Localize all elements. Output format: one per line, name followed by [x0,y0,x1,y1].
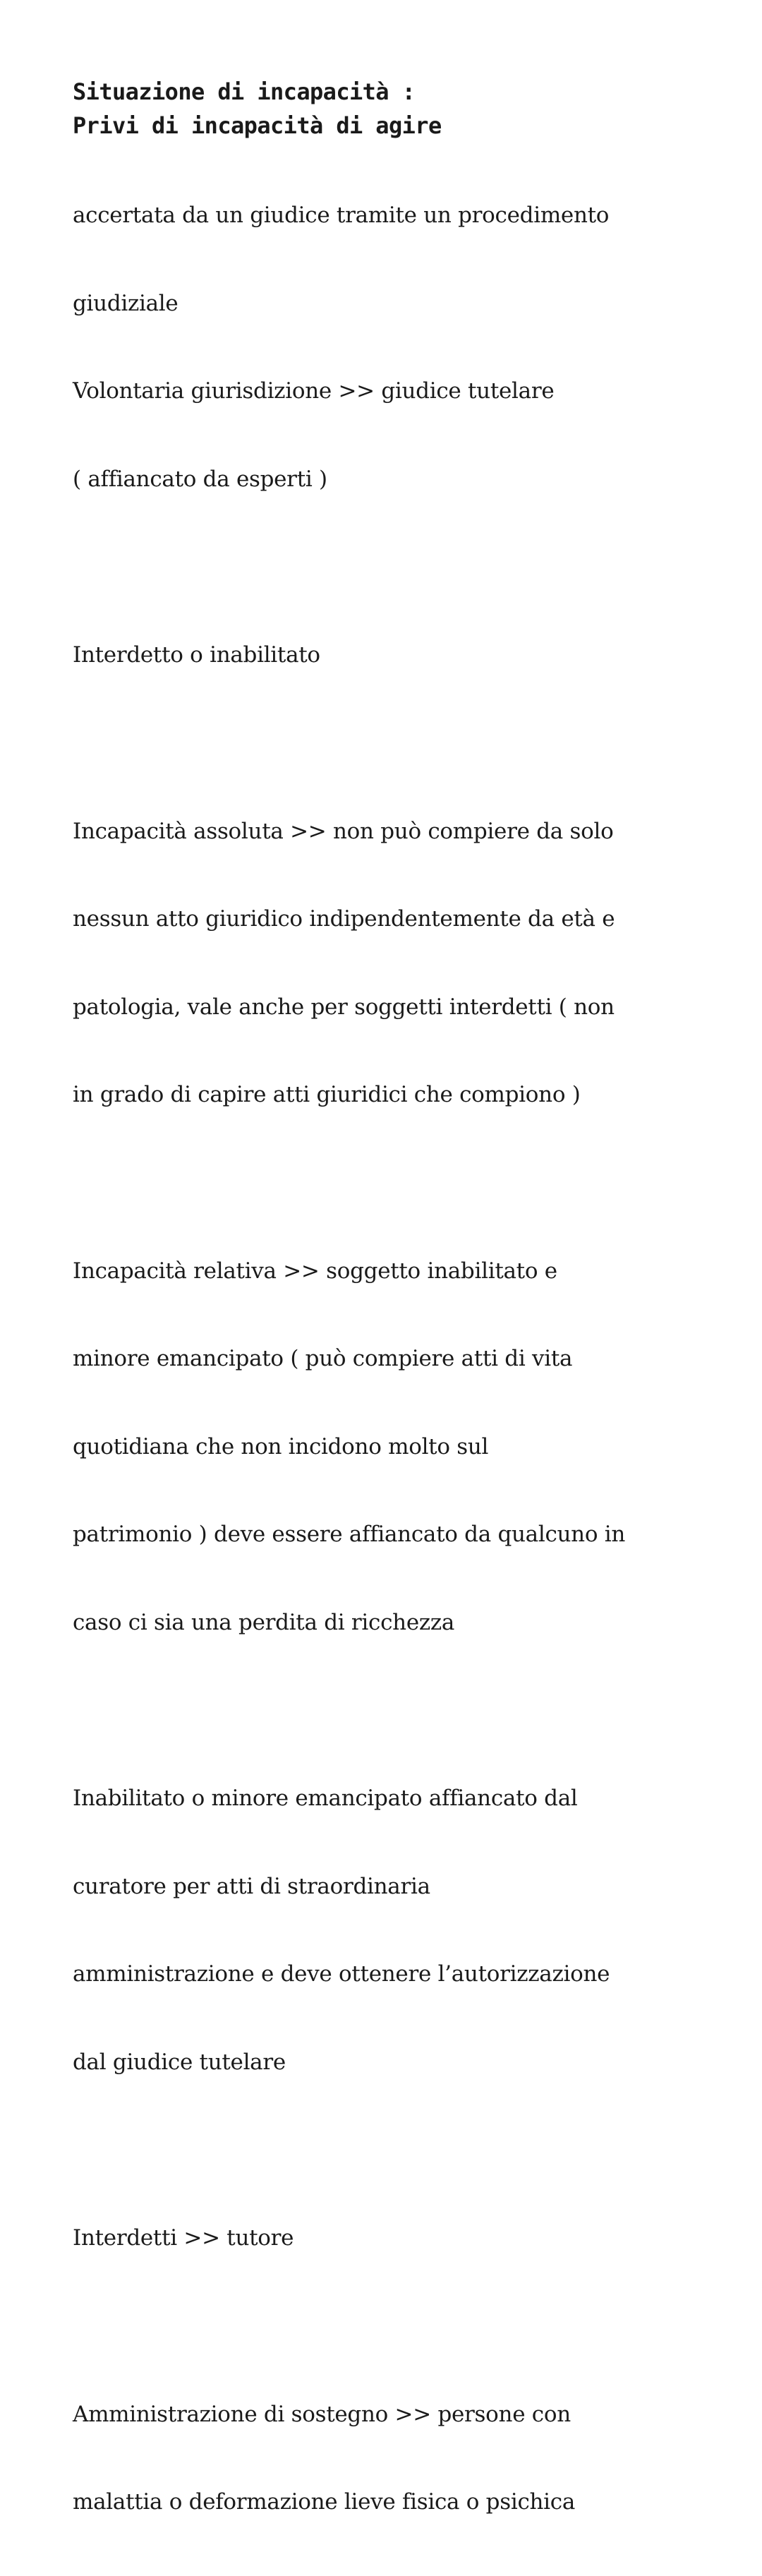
document-page [73,75,708,2576]
intro-paragraph [73,143,708,553]
text-line: patologia, vale anche per soggetti interdetti ( non [73,994,615,1020]
paragraph-spacer [73,553,708,582]
text-line: amministrazione e deve ottenere l’autorizzazione [73,1961,610,1987]
page-title [73,75,708,143]
paragraph-interdetti-tutore [73,2165,708,2312]
paragraph-incapacita-assoluta [73,759,708,1169]
text-line: patrimonio ) deve essere affiancato da qualcuno in [73,1522,626,1547]
paragraph-amministrazione-sostegno [73,2342,708,2576]
paragraph-curatore [73,1726,708,2136]
text-line: quotidiana che non incidono molto sul [73,1433,489,1459]
title-line-2: Privi di incapacità di agire [73,112,442,139]
text-line: Incapacità relativa >> soggetto inabilitato e [73,1258,557,1284]
paragraph-spacer [73,1696,708,1726]
paragraph-incapacita-relativa [73,1198,708,1697]
text-line: malattia o deformazione lieve fisica o psichica [73,2489,576,2515]
text-line: dal giudice tutelare [73,2049,286,2075]
text-line: curatore per atti di straordinaria [73,1873,430,1899]
text-line: ( affiancato da esperti ) [73,466,327,492]
paragraph-spacer [73,2136,708,2165]
text-line: Incapacità assoluta >> non può compiere da solo [73,818,614,844]
text-line: Inabilitato o minore emancipato affiancato dal [73,1786,578,1811]
text-line: accertata da un giudice tramite un procedimento [73,203,610,228]
title-line-1: Situazione di incapacità : [73,78,416,105]
text-line: Amministrazione di sostegno >> persone con [73,2401,571,2427]
paragraph-spacer [73,729,708,759]
text-line: in grado di capire atti giuridici che compiono ) [73,1082,581,1107]
text-line: nessun atto giuridico indipendentemente da età e [73,906,615,932]
text-line: Interdetti >> tutore [73,2225,294,2251]
text-line: Interdetto o inabilitato [73,642,320,668]
paragraph-interdetto-inabilitato [73,582,708,729]
text-line: caso ci sia una perdita di ricchezza [73,1609,455,1635]
paragraph-spacer [73,2312,708,2342]
text-line: minore emancipato ( può compiere atti di vita [73,1346,573,1371]
text-line: Volontaria giurisdizione >> giudice tutelare [73,378,555,404]
text-line: giudiziale [73,290,179,316]
paragraph-spacer [73,1169,708,1198]
